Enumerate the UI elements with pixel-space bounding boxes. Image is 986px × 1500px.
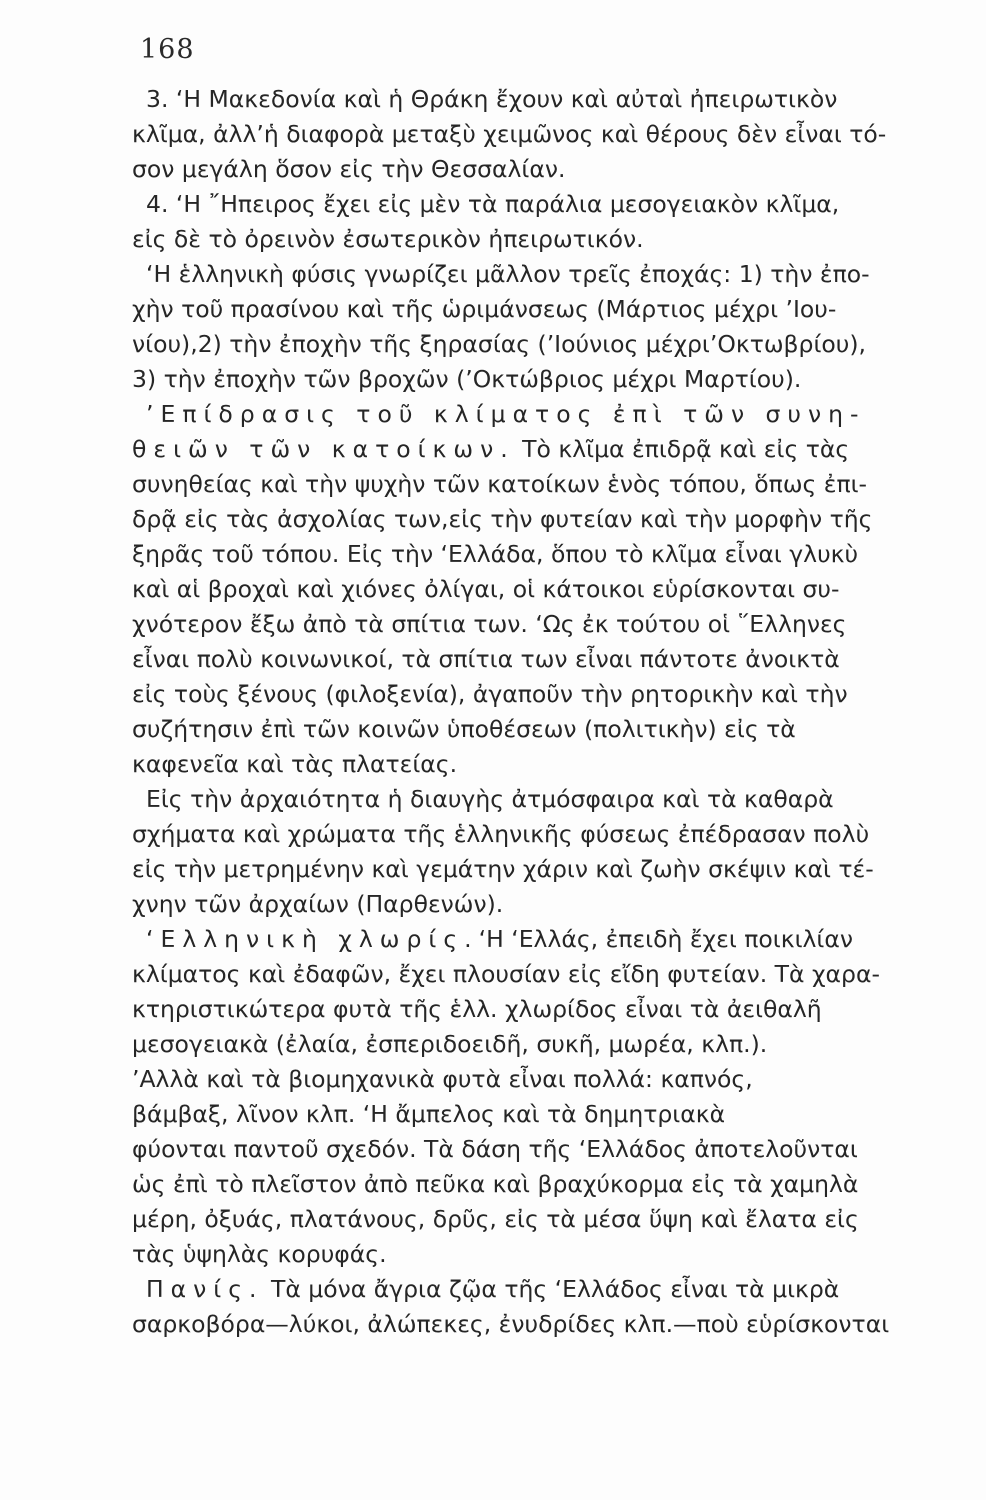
text-line: συνηθείας καὶ τὴν ψυχὴν τῶν κατοίκων ἑνὸς τόπου, ὅπως ἐπι- [132,470,868,498]
text-line: εἰς τοὺς ξένους (φιλοξενία), ἀγαποῦν τὴν ρητορικὴν καὶ τὴν [132,680,848,708]
body-text [132,82,932,1342]
spaced-heading: ’Επίδρασις τοῦ κλίματος ἐπὶ τῶν συνη- [146,400,866,428]
text-line: εἶναι πολὺ κοινωνικοί, τὰ σπίτια των εἶναι πάντοτε ἀνοικτὰ [132,645,840,673]
text-line: ξηρᾶς τοῦ τόπου. Εἰς τὴν ‘Ελλάδα, ὅπου τὸ κλῖμα εἶναι γλυκὺ [132,540,859,568]
text-line: δρᾷ εἰς τὰς ἀσχολίας των,εἰς τὴν φυτείαν καὶ τὴν μορφὴν τῆς [132,505,873,533]
text-line: εἰς τὴν μετρημένην καὶ γεμάτην χάριν καὶ ζωὴν σκέψιν καὶ τέ- [132,855,874,883]
text-line [132,1272,932,1307]
text-line: εἰς δὲ τὸ ὀρεινὸν ἐσωτερικὸν ἠπειρωτικόν. [132,225,644,253]
text-line: 3) τὴν ἐποχὴν τῶν βροχῶν (’Οκτώβριος μέχρι Μαρτίου). [132,365,802,393]
text-line: νίου),2) τὴν ἐποχὴν τῆς ξηρασίας (’Ιούνιος μέχρι’Οκτωβρίου), [132,330,867,358]
line-rest: Τὸ κλῖμα ἐπιδρᾷ καὶ εἰς τὰς [514,435,850,463]
line-rest: Τὰ μόνα ἄγρια ζῷα τῆς ‘Ελλάδος εἶναι τὰ μικρὰ [263,1275,840,1303]
text-line: χὴν τοῦ πρασίνου καὶ τῆς ὡριμάνσεως (Μάρτιος μέχρι ’Ιου- [132,295,837,323]
text-line: τὰς ὑψηλὰς κορυφάς. [132,1240,387,1268]
spaced-heading: Πανίς. [146,1275,264,1303]
text-line: ’Αλλὰ καὶ τὰ βιομηχανικὰ φυτὰ εἶναι πολλά: καπνός, [132,1065,753,1093]
text-line: χνότερον ἔξω ἀπὸ τὰ σπίτια των. ‘Ως ἐκ τούτου οἱ ῞Ελληνες [132,610,847,638]
text-line: σχήματα καὶ χρώματα τῆς ἑλληνικῆς φύσεως ἐπέδρασαν πολὺ [132,820,870,848]
text-line: καὶ αἱ βροχαὶ καὶ χιόνες ὀλίγαι, οἱ κάτοικοι εὑρίσκονται συ- [132,575,840,603]
page-number: 168 [140,34,195,65]
spaced-heading: ‘Ελληνικὴ χλωρίς. [146,925,479,953]
text-line: συζήτησιν ἐπὶ τῶν κοινῶν ὑποθέσεων (πολιτικὴν) εἰς τὰ [132,715,796,743]
text-line: βάμβαξ, λῖνον κλπ. ‘Η ἄμπελος καὶ τὰ δημητριακὰ [132,1100,726,1128]
line-rest: ‘Η ‘Ελλάς, ἐπειδὴ ἔχει ποικιλίαν [478,925,853,953]
text-line: 4. ‘Η ῎Ηπειρος ἔχει εἰς μὲν τὰ παράλια μεσογειακὸν κλῖμα, [146,190,840,218]
text-line: κτηριστικώτερα φυτὰ τῆς ἑλλ. χλωρίδος εἶναι τὰ ἀειθαλῆ [132,995,822,1023]
text-line: φύονται παντοῦ σχεδόν. Τὰ δάση τῆς ‘Ελλάδος ἀποτελοῦνται [132,1135,858,1163]
text-line: σον μεγάλη ὅσον εἰς τὴν Θεσσαλίαν. [132,155,566,183]
spaced-heading: θειῶν τῶν κατοίκων. [132,435,515,463]
text-line [132,922,932,957]
text-line: χνην τῶν ἀρχαίων (Παρθενών). [132,890,504,918]
text-line: μέρη, ὀξυάς, πλατάνους, δρῦς, εἰς τὰ μέσα ὕψη καὶ ἔλατα εἰς [132,1205,859,1233]
text-line: σαρκοβόρα—λύκοι, ἀλώπεκες, ἐνυδρίδες κλπ.—ποὺ εὑρίσκονται [132,1310,890,1338]
text-line: ‘Η ἑλληνικὴ φύσις γνωρίζει μᾶλλον τρεῖς ἐποχάς: 1) τὴν ἐπο- [146,260,870,288]
text-line: 3. ‘Η Μακεδονία καὶ ἡ Θράκη ἔχουν καὶ αὐταὶ ἠπειρωτικὸν [146,85,838,113]
text-line: μεσογειακὰ (ἐλαία, ἐσπεριδοειδῆ, συκῆ, μωρέα, κλπ.). [132,1030,768,1058]
text-line: καφενεῖα καὶ τὰς πλατείας. [132,750,458,778]
text-line: κλῖμα, ἀλλ’ἡ διαφορὰ μεταξὺ χειμῶνος καὶ θέρους δὲν εἶναι τό- [132,120,887,148]
text-line: Εἰς τὴν ἀρχαιότητα ἡ διαυγὴς ἀτμόσφαιρα καὶ τὰ καθαρὰ [146,785,834,813]
text-line: κλίματος καὶ ἐδαφῶν, ἔχει πλουσίαν εἰς εἴδη φυτείαν. Τὰ χαρα- [132,960,880,988]
text-line [132,432,932,467]
text-line [132,397,932,432]
text-line: ὡς ἐπὶ τὸ πλεῖστον ἀπὸ πεῦκα καὶ βραχύκορμα εἰς τὰ χαμηλὰ [132,1170,859,1198]
